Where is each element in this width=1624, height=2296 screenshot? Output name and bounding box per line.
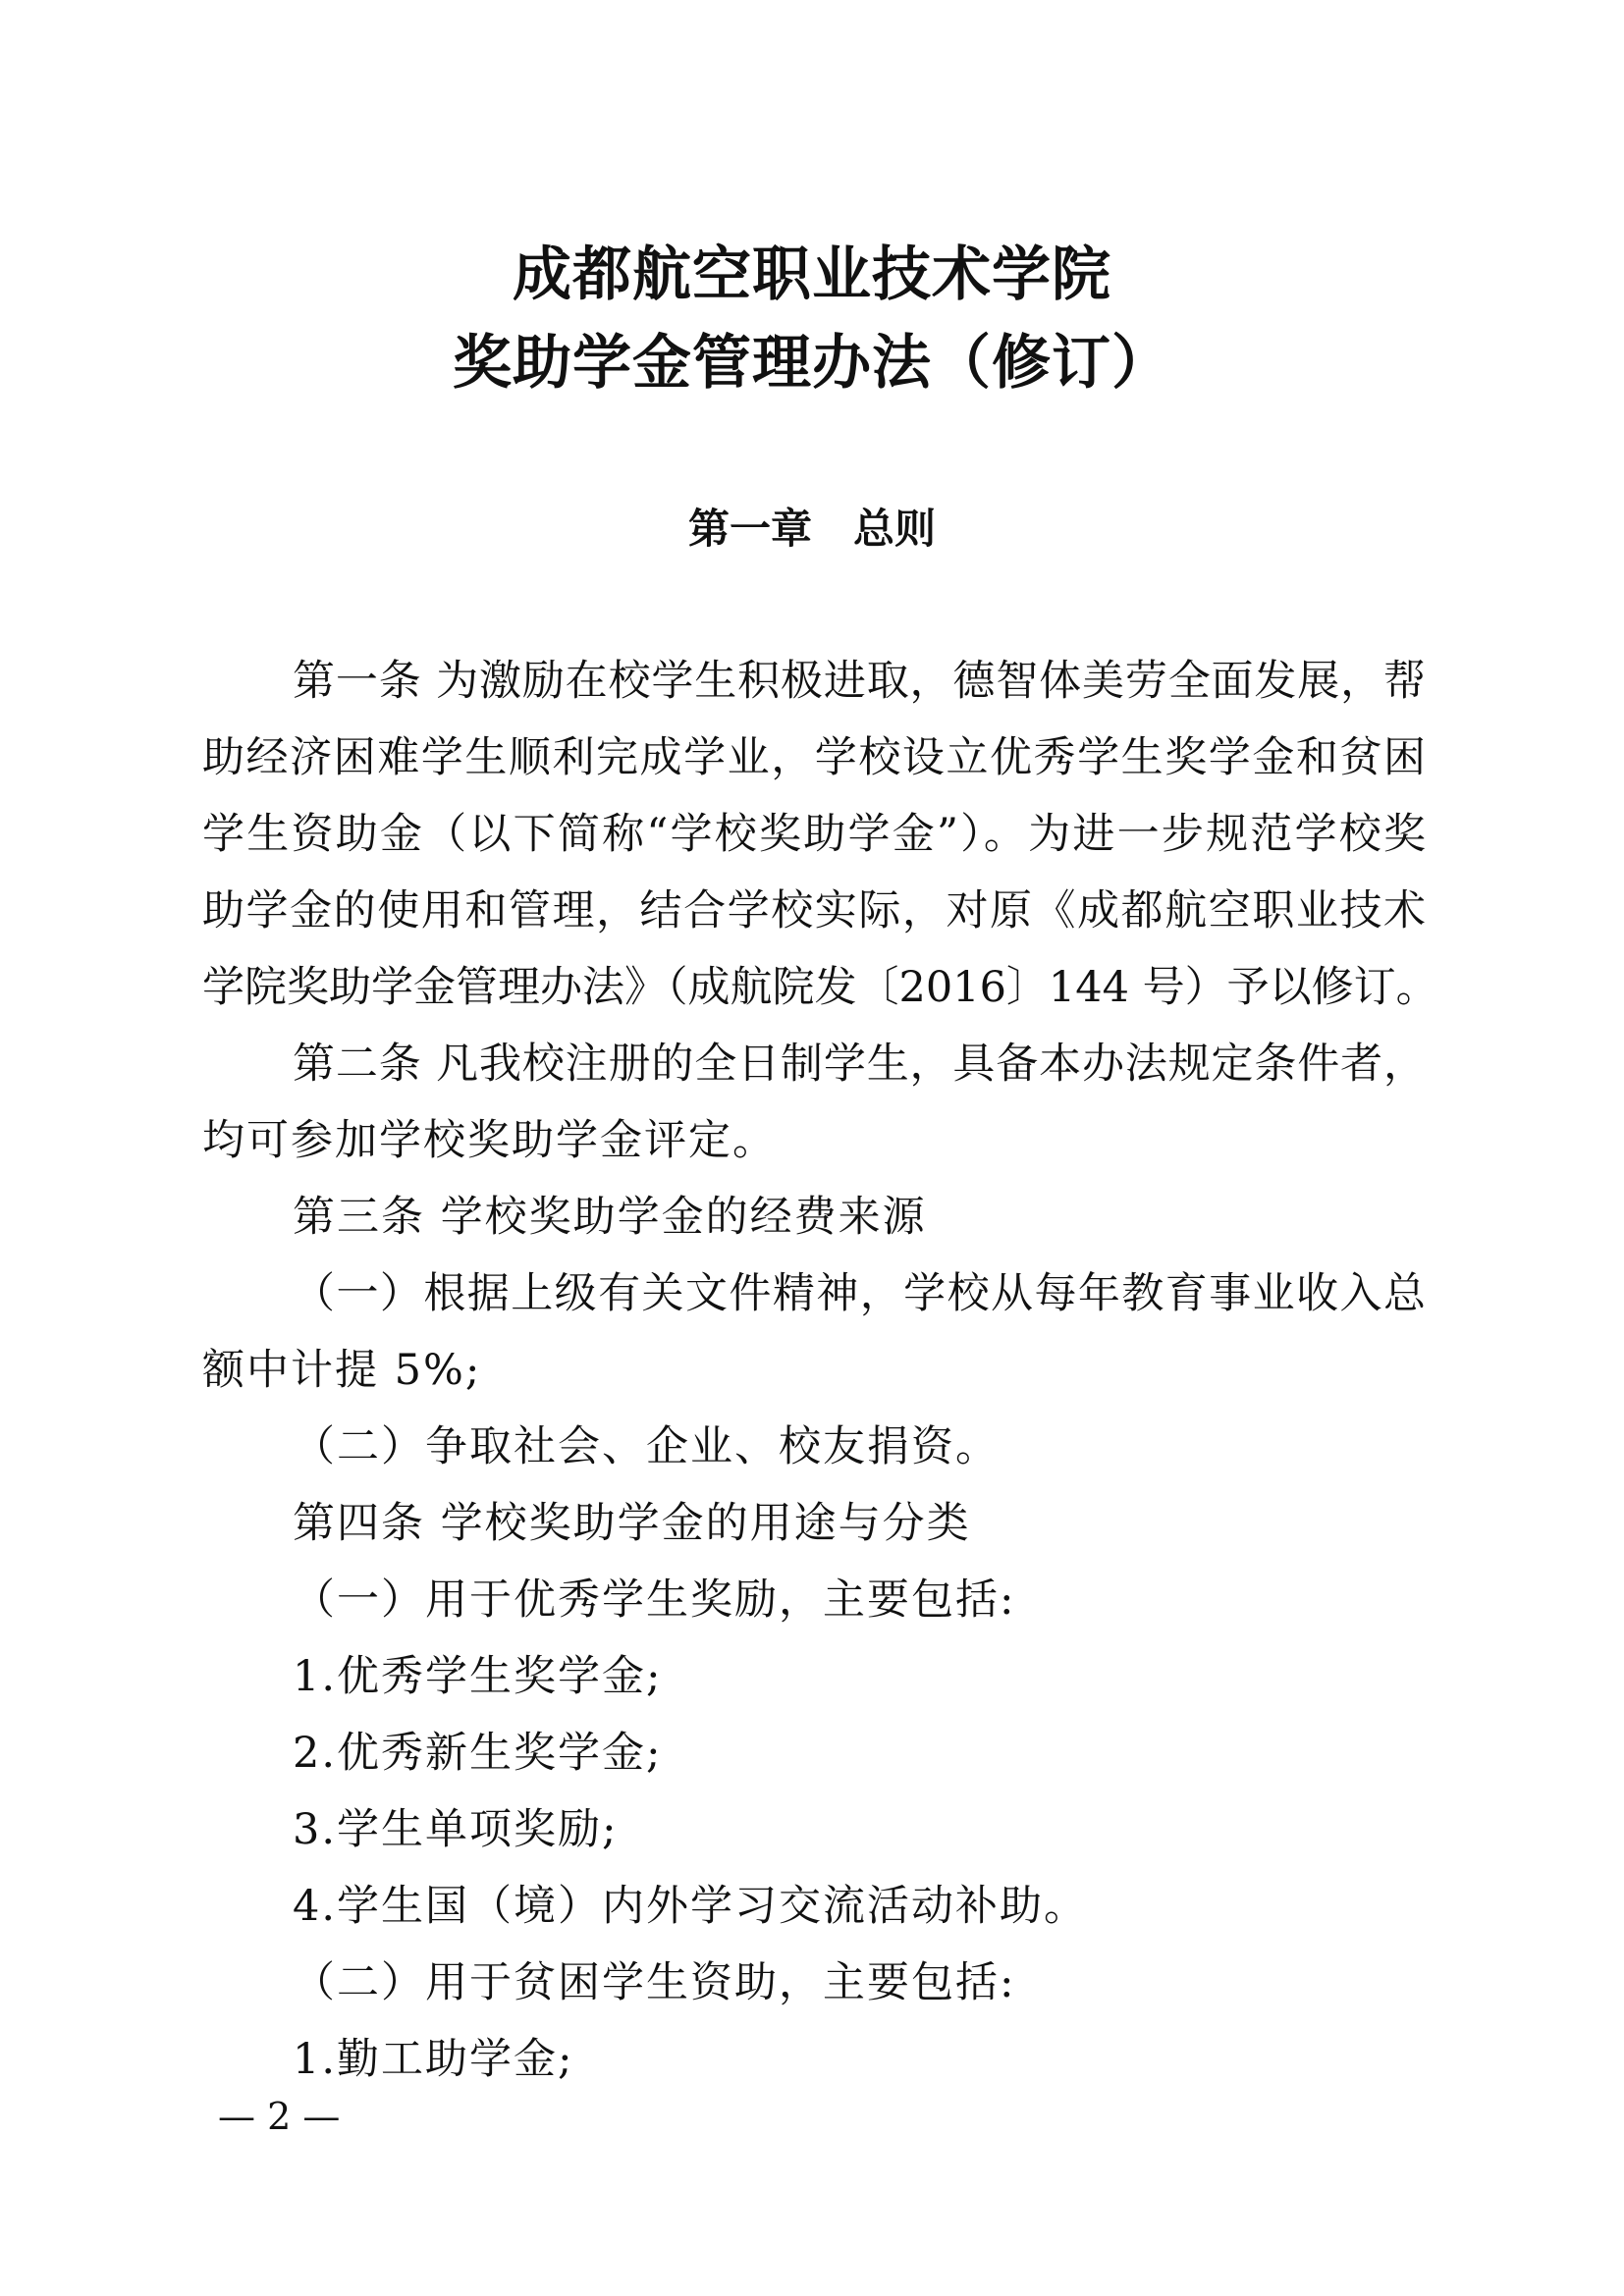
article-3-item-1-line-2: 额中计提 5%; — [202, 1346, 482, 1395]
page-number: — 2 — — [218, 2095, 341, 2138]
chapter-heading: 第一章 总则 — [687, 505, 936, 553]
article-4-item-1: （一）用于优秀学生奖励，主要包括: — [293, 1575, 1016, 1625]
article-4-item-2-sub-1: 1.勤工助学金; — [293, 2035, 574, 2084]
article-4-item-1-sub-4: 4.学生国（境）内外学习交流活动补助。 — [293, 1882, 1089, 1931]
document-title-line-1: 成都航空职业技术学院 — [513, 240, 1111, 309]
document-title-line-2: 奖助学金管理办法（修订） — [453, 329, 1171, 398]
article-1-line-4: 助学金的使用和管理，结合学校实际，对原《成都航空职业技术 — [202, 886, 1426, 935]
article-4-item-1-sub-2: 2.优秀新生奖学金; — [293, 1729, 663, 1778]
article-1-line-2: 助经济困难学生顺利完成学业，学校设立优秀学生奖学金和贫困 — [202, 733, 1426, 782]
article-4-heading: 第四条 学校奖助学金的用途与分类 — [293, 1499, 971, 1548]
article-1-line-1: 第一条 为激励在校学生积极进取，德智体美劳全面发展，帮 — [293, 657, 1426, 706]
article-3-item-1-line-1: （一）根据上级有关文件精神，学校从每年教育事业收入总 — [293, 1269, 1426, 1318]
article-4-item-1-sub-3: 3.学生单项奖励; — [293, 1805, 619, 1854]
article-1-line-3: 学生资助金（以下简称“学校奖助学金”）。为进一步规范学校奖 — [202, 810, 1426, 859]
article-4-item-1-sub-1: 1.优秀学生奖学金; — [293, 1652, 663, 1701]
article-2-line-2: 均可参加学校奖助学金评定。 — [202, 1116, 777, 1165]
article-1-line-5: 学院奖助学金管理办法》（成航院发〔2016〕144 号）予以修订。 — [202, 963, 1438, 1012]
article-2-line-1: 第二条 凡我校注册的全日制学生，具备本办法规定条件者， — [293, 1040, 1426, 1089]
article-4-item-2: （二）用于贫困学生资助，主要包括: — [293, 1958, 1016, 2007]
article-3-item-2: （二）争取社会、企业、校友捐资。 — [293, 1422, 1000, 1471]
article-3-heading: 第三条 学校奖助学金的经费来源 — [293, 1193, 927, 1242]
